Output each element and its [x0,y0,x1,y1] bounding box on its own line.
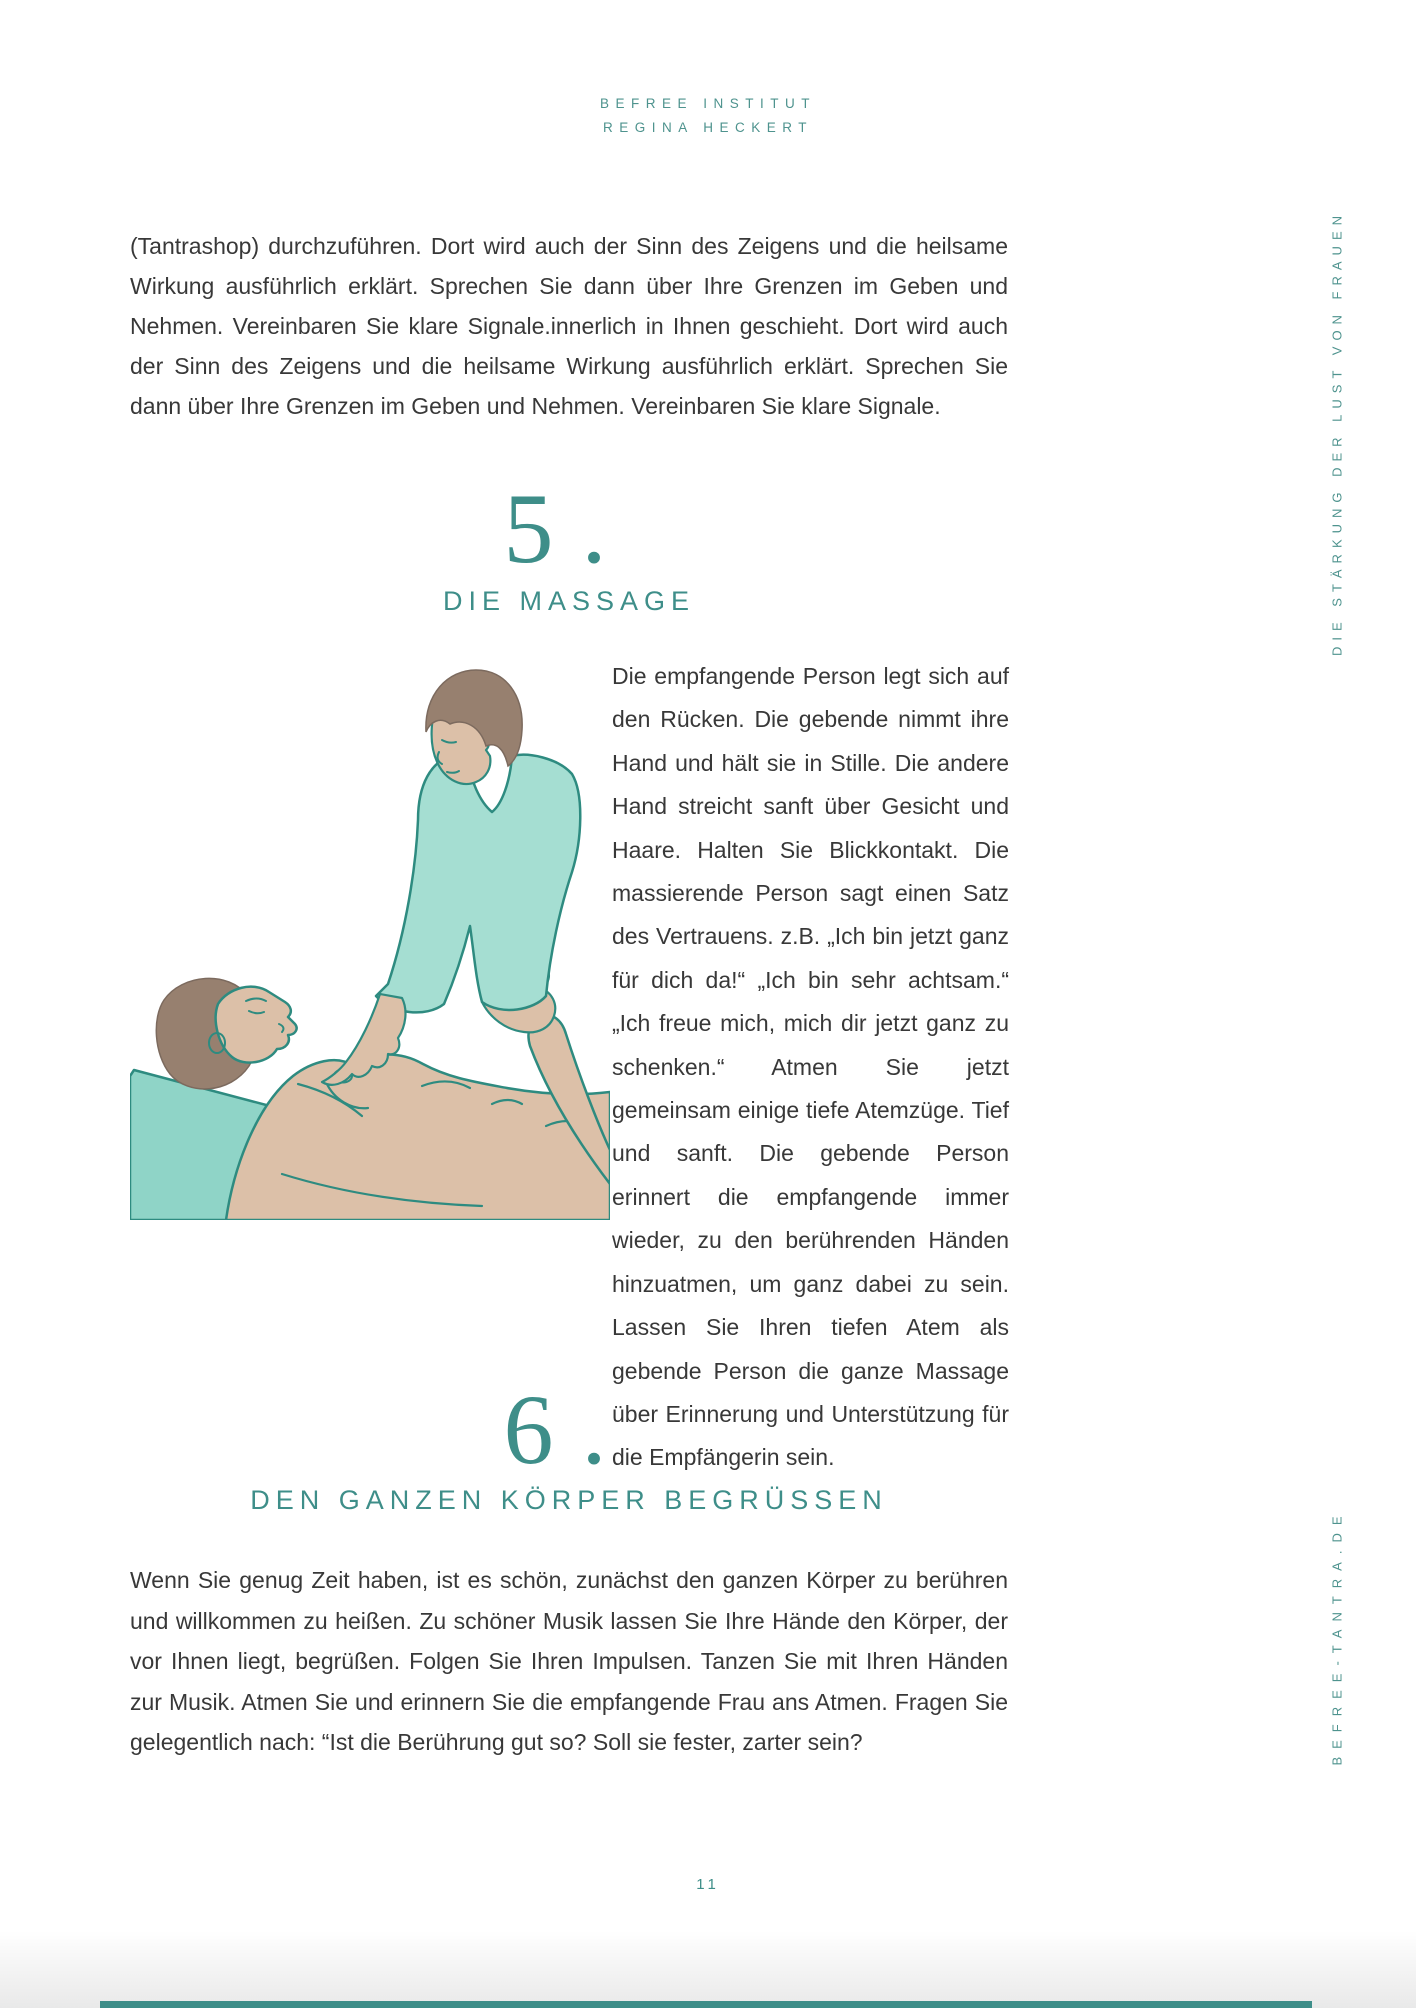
section5-number: 5. [503,473,635,584]
sidebar-vertical-website: BEFREE-TANTRA.DE [1329,1508,1345,1766]
page-header [0,92,1416,140]
massage-illustration-svg [130,652,610,1220]
page-number: 11 [696,1876,720,1893]
section5-title: DIE MASSAGE [442,586,696,616]
header-author: REGINA HECKERT [602,120,814,135]
section6-title: DEN GANZEN KÖRPER BEGRÜSSEN [250,1485,888,1515]
intro-paragraph: (Tantrashop) durchzuführen. Dort wird auch der Sinn des Zeigens und die heilsame Wirkung ausführlich erklärt. Sprechen Sie dann über Ihre Grenzen im Geben und Nehmen. Vereinbaren Sie klare Signale.innerlich in Ihnen geschieht. Dort wird auch der Sinn des Zeigens und die heilsame Wirkung ausführlich erklärt. Sprechen Sie dann über Ihre Grenzen im Geben und Nehmen. Vereinbaren Sie klare Signale. [130,233,1008,419]
bottom-gradient [0,1930,1416,2008]
giver-figure [322,670,580,1085]
section5-body: Die empfangende Person legt sich auf den Rücken. Die gebende nimmt ihre Hand und hält sie in Stille. Die andere Hand streicht sanft über Gesicht und Haare. Halten Sie Blickkontakt. Die massierende Person sagt einen Satz des Vertrauens. z.B. „Ich bin jetzt ganz für dich da!“ „Ich bin sehr achtsam.“ „Ich freue mich, mich dir jetzt ganz zu schenken.“ Atmen Sie jetzt gemeinsam einige tiefe Atemzüge. Tief und sanft. Die gebende Person erinnert die empfangende immer wieder, zu den berührenden Händen hinzuatmen, um ganz dabei zu sein. Lassen Sie Ihren tiefen Atem als gebende Person die ganze Massage über Erinnerung und Unterstützung für die Empfängerin sein. [612,663,1009,1471]
section6-number: 6. [503,1374,635,1485]
bottom-teal-bar [100,2001,1312,2008]
sidebar-vertical-chapter-title: DIE STÄRKUNG DER LUST VON FRAUEN [1329,209,1345,657]
header-institute: BEFREE INSTITUT [599,96,816,111]
massage-illustration [130,652,610,1220]
section6-body: Wenn Sie genug Zeit haben, ist es schön, zunächst den ganzen Körper zu berühren und willkommen zu heißen. Zu schöner Musik lassen Sie Ihre Hände den Körper, der vor Ihnen liegt, begrüßen. Folgen Sie Ihren Impulsen. Tanzen Sie mit Ihren Händen zur Musik. Atmen Sie und erinnern Sie die empfangende Frau ans Atmen. Fragen Sie gelegentlich nach: “Ist die Berührung gut so? Soll sie fester, zarter sein? [130,1567,1008,1755]
